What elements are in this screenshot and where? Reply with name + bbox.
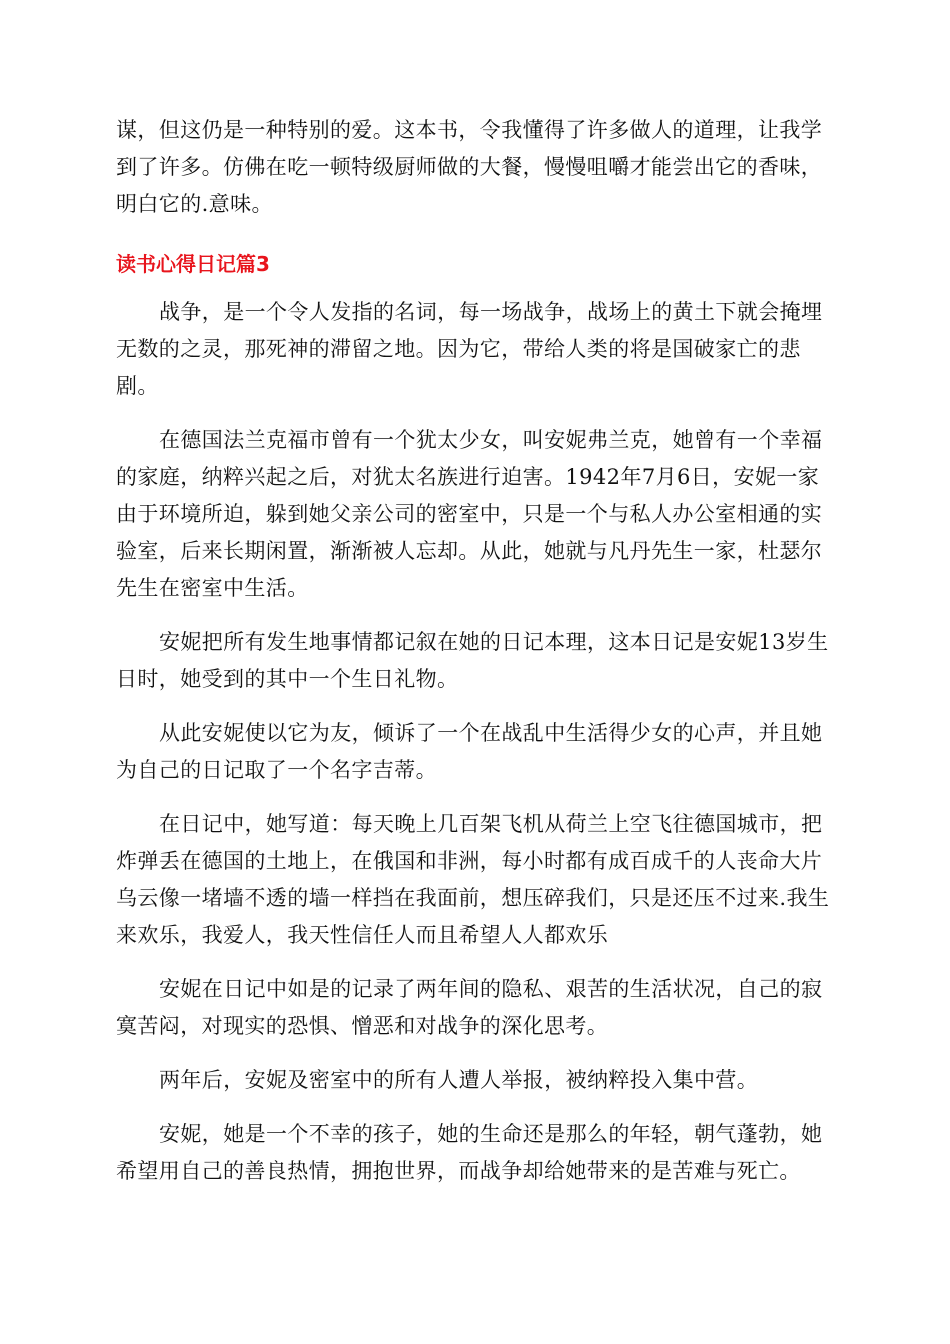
paragraph-2: 在德国法兰克福市曾有一个犹太少女，叫安妮弗兰克，她曾有一个幸福的家庭，纳粹兴起之后，对犹太名族进行迫害。1942年7月6日，安妮一家由于环境所迫，躲到她父亲公司的密室中，只是一个与私人办公室相通的实验室，后来长期闲置，渐渐被人忘却。从此，她就与凡丹先生一家，杜瑟尔先生在密室中生活。 (116, 428, 823, 600)
paragraph-5: 在日记中，她写道：每天晚上几百架飞机从荷兰上空飞往德国城市，把炸弹丢在德国的土地上，在俄国和非洲，每小时都有成百成千的人丧命大片乌云像一堵墙不透的墙一样挡在我面前，想压碎我们，只是还压不过来.我生来欢乐，我爱人，我天性信任人而且希望人人都欢乐 (116, 812, 830, 947)
paragraph-1: 战争，是一个令人发指的名词，每一场战争，战场上的黄土下就会掩埋无数的之灵，那死神的滞留之地。因为它，带给人类的将是国破家亡的悲剧。 (116, 300, 823, 398)
intro-paragraph: 谋，但这仍是一种特别的爱。这本书，令我懂得了许多做人的道理，让我学到了许多。仿佛在吃一顿特级厨师做的大餐，慢慢咀嚼才能尝出它的香味，明白它的.意味。 (116, 118, 823, 216)
paragraph-7: 两年后，安妮及密室中的所有人遭人举报，被纳粹投入集中营。 (159, 1068, 759, 1092)
section-heading: 读书心得日记篇3 (116, 252, 270, 276)
paragraph-6: 安妮在日记中如是的记录了两年间的隐私、艰苦的生活状况，自己的寂寞苦闷，对现实的恐惧、憎恶和对战争的深化思考。 (116, 977, 823, 1038)
paragraph-8: 安妮，她是一个不幸的孩子，她的生命还是那么的年轻，朝气蓬勃，她希望用自己的善良热情，拥抱世界，而战争却给她带来的是苦难与死亡。 (116, 1122, 823, 1183)
paragraph-4: 从此安妮使以它为友，倾诉了一个在战乱中生活得少女的心声，并且她为自己的日记取了一个名字吉蒂。 (116, 721, 823, 782)
paragraph-3: 安妮把所有发生地事情都记叙在她的日记本理，这本日记是安妮13岁生日时，她受到的其中一个生日礼物。 (116, 630, 829, 691)
